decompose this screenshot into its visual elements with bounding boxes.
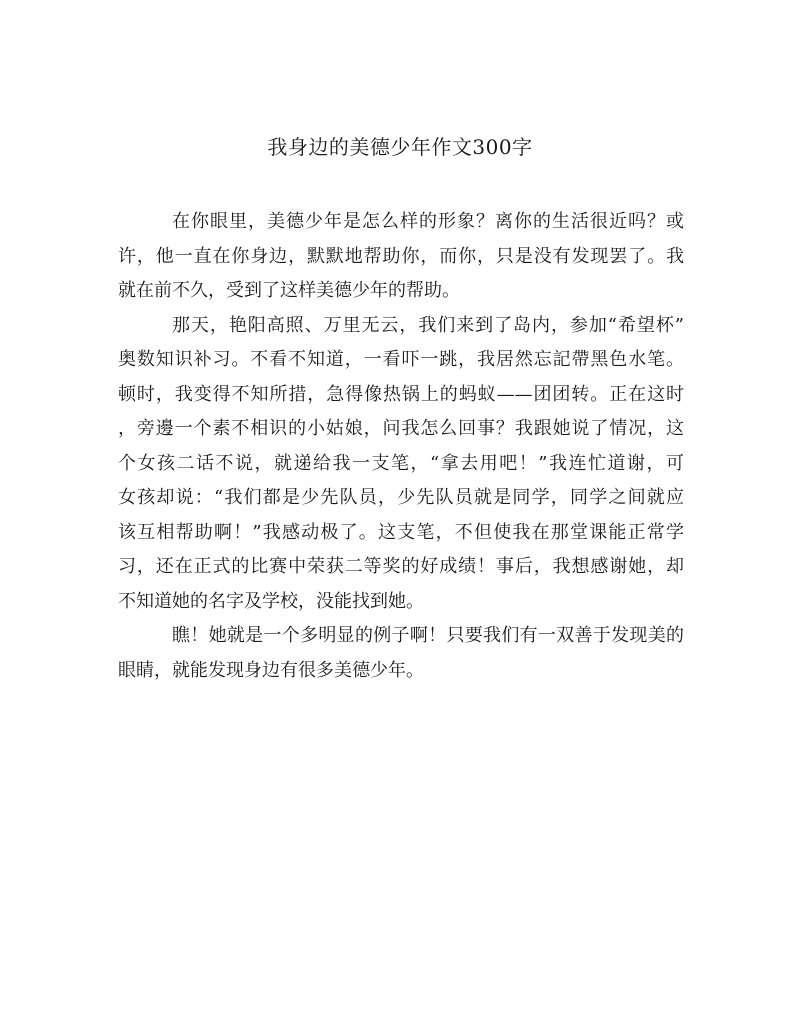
document-body bbox=[118, 205, 684, 688]
document-title: 我身边的美德少年作文300字 bbox=[267, 135, 533, 159]
paragraph-2-line-7: 该互相帮助啊！”我感动极了。这支笔，不但使我在那堂课能正常学 bbox=[118, 521, 684, 543]
paragraph-3-line-1: 瞧！她就是一个多明显的例子啊！只要我们有一双善于发现美的 bbox=[172, 625, 684, 646]
paragraph-2-line-1: 那天，艳阳高照、万里无云，我们来到了岛内，参加“希望杯” bbox=[172, 314, 684, 336]
paragraph-2-line-5: 个女孩二话不说，就递给我一支笔，“拿去用吧！”我连忙道谢，可 bbox=[118, 452, 684, 474]
paragraph-1-line-2: 许，他一直在你身边，默默地帮助你，而你，只是没有发现罢了。我 bbox=[118, 245, 684, 267]
paragraph-1-line-3: 就在前不久，受到了这样美德少年的帮助。 bbox=[118, 280, 460, 301]
paragraph-2-line-9: 不知道她的名字及学校，没能找到她。 bbox=[118, 590, 424, 612]
paragraph-3-line-2: 眼睛，就能发现身边有很多美德少年。 bbox=[118, 659, 424, 681]
paragraph-2-line-4: ，旁邊一个素不相识的小姑娘，问我怎么回事？我跟她说了情况，这 bbox=[118, 418, 684, 439]
paragraph-2-line-3: 顿时，我变得不知所措，急得像热锅上的蚂蚁——团团转。正在这时 bbox=[118, 383, 684, 405]
paragraph-2-line-6: 女孩却说：“我们都是少先队员，少先队员就是同学，同学之间就应 bbox=[118, 487, 684, 508]
paragraph-1-line-1: 在你眼里，美德少年是怎么样的形象？离你的生活很近吗？或 bbox=[172, 211, 684, 232]
paragraph-2-line-2: 奥数知识补习。不看不知道，一看吓一跳，我居然忘記帶黑色水笔。 bbox=[118, 349, 684, 370]
paragraph-2-line-8: 习，还在正式的比赛中荣获二等奖的好成绩！事后，我想感谢她，却 bbox=[118, 556, 684, 577]
